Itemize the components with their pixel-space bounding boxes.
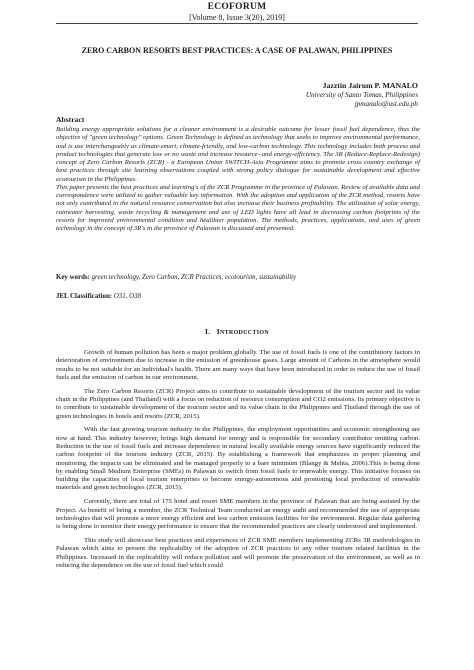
author-name: Jazztin Jairum P. MANALO bbox=[322, 81, 418, 90]
body-paragraph: The Zero Carbon Resorts (ZCR) Project aims to contribute to sustainable development of the tourism sector and its value chain in the Philippines (and Thailand) with a focus on reduction of resource consumption and CO2 emissions. Its primary objective is to contribute to sustainable development of the tourism sector and its value chain in the Philippines and Thailand through the use of green technologies in hotels and resorts (ZCR, 2015). bbox=[56, 387, 420, 420]
keywords-label: Key words: bbox=[56, 274, 90, 281]
introduction-heading bbox=[0, 327, 474, 336]
abstract-body bbox=[56, 126, 420, 233]
body-paragraph: This study will showcase best practices and experiences of ZCR SME members implementing ZCRs 3R methodologies in Palawan which aims to present the replicability of the adoption of ZCR practices to any other tourism related facilities in the Philippines. Increased in the replicability will reduce pollution and will promote the preservation of the environment, as well as in reducing the dependence on the use of fossil fuel which could bbox=[56, 536, 420, 569]
introduction-body bbox=[56, 349, 420, 576]
jel-classification bbox=[56, 293, 141, 300]
section-initial: I bbox=[216, 327, 220, 336]
abstract-heading: Abstract bbox=[56, 115, 85, 124]
keywords bbox=[56, 274, 420, 281]
jel-value: O31, O38 bbox=[113, 293, 142, 300]
jel-label: JEL Classification: bbox=[56, 293, 113, 300]
paper-title: ZERO CARBON RESORTS BEST PRACTICES: A CASE OF PALAWAN, PHILIPPINES bbox=[81, 46, 393, 55]
journal-name: ECOFORUM bbox=[207, 2, 267, 12]
author-email: jpmanalo@ust.edu.ph bbox=[354, 100, 418, 109]
author-block bbox=[306, 81, 418, 110]
author-affiliation: University of Santo Tomas, Philippines bbox=[305, 90, 418, 99]
body-paragraph: Growth of human pollution has been a major problem globally. The use of fossil fuels is one of the contributory factors in deterioration of environment due to increase in the emission of greenhouse gases. Large amount of Carbons in the atmosphere would results to be not suitable for an individual's health. There are many ways that have been introduced in order to reduce the use of fossil fuels and the emission of carbon in our environment. bbox=[56, 349, 420, 381]
body-paragraph: With the fast growing tourism industry in the Philippines, the employment opportunities and economic strengthening are now at hand. This industry however, brings high demand for energy and is responsible for secondary contributor emitting carbon. Reduction in the use of fossil fuels and increase dependence in natural locally available energy sources have significantly reduced the carbon footprint of the tourism industry (ZCR, 2015). By establishing a framework that emphasizes in proper planning and monitoring, the impacts can be eliminated and be managed properly to a bare minimum (Blangy & Mehta, 2006).This is being done by enabling Small Medium Enterprise (SMEs) in Palawan to switch from fossil fuels to renewable energy. This initiative focuses on building the capacities of local tourism enterprises to become energy-autonomous and promoting local production of renewable materials and green technologies (ZCR, 2015). bbox=[56, 426, 420, 492]
keywords-value: green technology, Zero Carbon, ZCR Practices, ecotourism, sustainability bbox=[91, 274, 297, 281]
abstract-paragraph: Building energy appropriate solutions for a cleaner environment is a desirable outcome for lesser fossil fuel dependence, thus the objective of "green technology" options. Green Technology is defined as technology that seeks to improve environmental performance, and is use interchangeably as climate-smart, climate-friendly, and low-carbon technology. This technology includes both process and product technologies that generate low or no waste and increase resource- and energy-efficiency. The 3R (Reduce-Replace-Redesign) concept of Zero Carbon Resorts (ZCR) - a European Union SWITCH-Asia Programme aims to promote cross country exchange of best practices through site learning observations coupled with strong policy dialogue for sustainable development and effective ecotourism in the Philippines. bbox=[56, 126, 420, 183]
header-rule bbox=[56, 23, 418, 24]
issue-info: [Volume 8, Issue 3(20), 2019] bbox=[189, 13, 285, 22]
body-paragraph: Currently, there are total of 175 hotel and resort SME members in the province of Palawan that are being assisted by the Project. As benefit of being a member, the ZCR Technical Team conducted an energy audit and recommended the use of appropriate technologies that will promote a more energy efficient and less carbon emission facilities for the environment. Regular data gathering is being done to monitor their energy performance to ensure that the recommended practices are clearly understood and implemented. bbox=[56, 498, 420, 531]
abstract-paragraph: This paper presents the best practices and learning's of the ZCR Programme in the province of Palawan. Review of available data and correspondence were utilized to gather valuable key information. With the adoption and application of the ZCR method, resorts have not only contributed in the natural resource conservation but also increase their business profitability. The utilization of solar energy, rainwater harvesting, waste recycling & management and use of LED lights have all lead in decreasing carbon footprints of the resorts for improved environmental condition and healthier population. The methods, practices, applications, and uses of green technology in the concept of 3R's in the province of Palawan is discussed and presented. bbox=[56, 183, 420, 232]
section-rest: NTRODUCTION bbox=[219, 330, 269, 336]
section-number: I. bbox=[205, 327, 211, 336]
